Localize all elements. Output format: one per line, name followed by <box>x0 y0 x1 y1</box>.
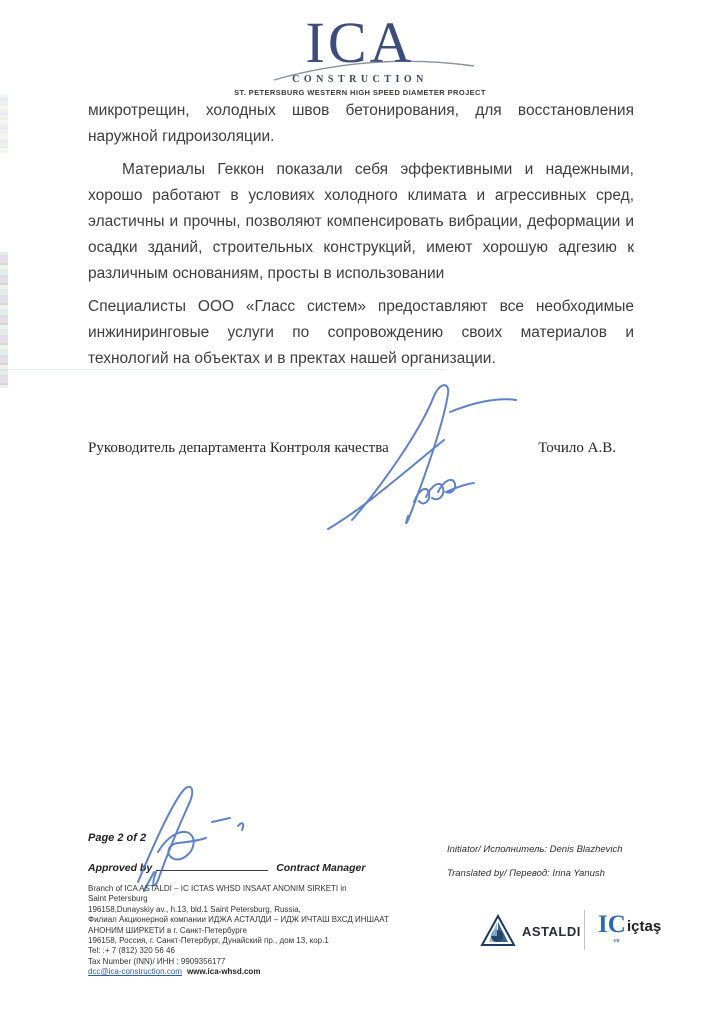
astaldi-triangle-icon <box>480 914 516 948</box>
astaldi-logo <box>480 914 581 948</box>
scan-noise-strip <box>0 95 8 153</box>
logo-project-subtitle: ST. PETERSBURG WESTERN HIGH SPEED DIAMETER PROJECT <box>234 88 486 97</box>
address-line: 196158, Россия, г. Санкт-Петербург, Дунайский пр., дом 13, кор.1 <box>88 936 329 946</box>
logo-construction-label: CONSTRUCTION <box>292 74 428 85</box>
ictas-logo-ic: IC <box>598 911 626 938</box>
approved-by-row <box>88 860 365 874</box>
paragraph: Специалисты ООО «Гласс систем» предоставляют все необходимые инжиниринговые услуги по сопровождению своих материалов и технологий на объектах и в пректах нашей организации. <box>88 298 634 367</box>
approval-signature-line <box>156 860 268 871</box>
email-link[interactable]: dcc@ica-construction.com <box>88 967 182 977</box>
letterhead <box>0 10 720 97</box>
signer-position-title: Руководитель департамента Контроля качества <box>88 440 389 456</box>
paragraph: микротрещин, холодных швов бетонирования, для восстановления наружной гидроизоляции. <box>88 102 634 145</box>
company-address-block <box>88 884 389 978</box>
page-number-label: Page 2 of 2 <box>88 832 147 844</box>
paragraph: Материалы Геккон показали себя эффективными и надежными, хорошо работают в условиях холодного климата и агрессивных сред, эластичны и прочны, позволяют компенсировать вибрации, деформации и осадки зданий, строительных конструкций, имеют хорошую адгезию к различным основаниям, просты в использовании <box>88 161 634 282</box>
initiator-line: Initiator/ Исполнитель: Denis Blazhevich <box>447 844 623 855</box>
signer-name: Точило А.В. <box>538 440 616 456</box>
footer-right-block <box>447 838 623 886</box>
website-text: www.ica-whsd.com <box>186 967 261 977</box>
address-line: АНОНИМ ШИРКЕТИ в г. Санкт-Петербурге <box>88 925 247 935</box>
ictas-logo-ce: ce <box>614 938 620 944</box>
address-line: Branch of ICA ASTALDI – IC ICTAS WHSD INSAAT ANONIM SIRKETI in <box>88 884 347 893</box>
approved-by-label: Approved by <box>88 862 153 874</box>
company-logo: ICA <box>305 10 415 75</box>
address-line: Saint Petersburg <box>88 894 148 904</box>
ictas-logo-text: içtaş <box>627 918 662 935</box>
scan-noise-strip <box>0 252 8 388</box>
address-line: Tel: :+ 7 (812) 320 56 46 <box>88 946 175 956</box>
letter-body <box>88 98 634 379</box>
approver-role-label: Contract Manager <box>276 862 366 874</box>
translated-by-line: Translated by/ Перевод: Irina Yanush <box>447 868 605 879</box>
address-line: Филиал Акционерной компании ИДЖА АСТАЛДИ – ИДЖ ИЧТАШ ВХСД ИНШААТ <box>88 915 389 925</box>
address-line: Tax Number (INN)/ ИНН : 9909356177 <box>88 956 226 966</box>
logo-divider <box>584 910 585 950</box>
contact-line <box>88 967 389 977</box>
astaldi-label: ASTALDI <box>522 923 581 939</box>
address-line: 196158,Dunayskiy av., h.13, bld.1 Saint Petersburg, Russia, <box>88 904 301 914</box>
